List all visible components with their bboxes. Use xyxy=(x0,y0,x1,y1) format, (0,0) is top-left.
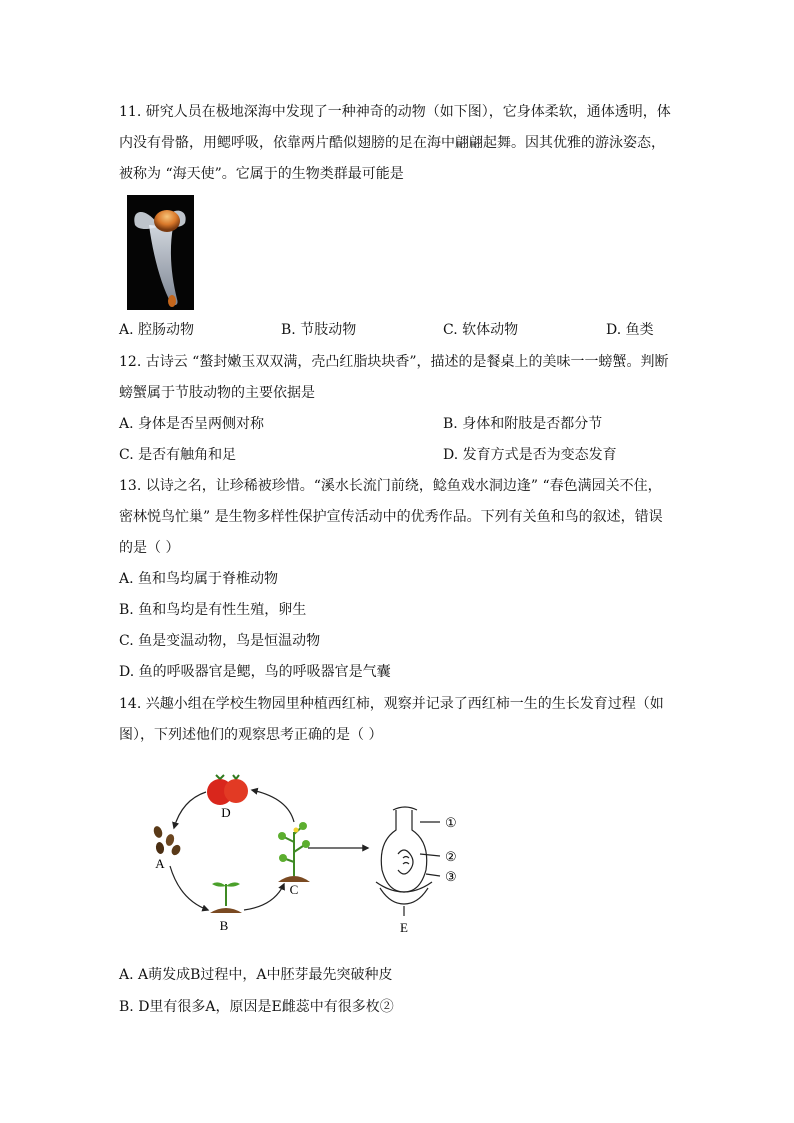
q12-option-c: C. 是否有触角和足 xyxy=(119,447,237,463)
label-e: E xyxy=(400,920,408,935)
label-a: A xyxy=(155,856,165,871)
tomato-plant-icon xyxy=(278,822,310,882)
q14-option-b: B. D里有很多A，原因是E雌蕊中有很多枚② xyxy=(119,999,394,1015)
q13-option-c: C. 鱼是变温动物，鸟是恒温动物 xyxy=(119,633,321,649)
q13-option-d: D. 鱼的呼吸器官是鳃，鸟的呼吸器官是气囊 xyxy=(119,664,391,680)
tomato-fruit-icon xyxy=(207,775,248,805)
q11-option-d: D. 鱼类 xyxy=(606,322,654,338)
label-num-2: ② xyxy=(445,849,457,864)
label-b: B xyxy=(219,918,229,933)
seedling-icon xyxy=(210,882,242,913)
pistil-diagram xyxy=(376,807,440,916)
q13-line-3: 的是（ ） xyxy=(119,540,180,556)
q12-option-b: B. 身体和附肢是否都分节 xyxy=(443,416,603,432)
q14-line-2: 图），下列述他们的观察思考正确的是（ ） xyxy=(119,727,383,743)
seeds-icon xyxy=(152,825,182,857)
q12-option-d: D. 发育方式是否为变态发育 xyxy=(443,447,617,463)
sea-angel-photo xyxy=(127,195,194,310)
label-num-1: ① xyxy=(445,815,457,830)
tomato-lifecycle-diagram xyxy=(140,770,480,940)
q14-line-1: 14. 兴趣小组在学校生物园里种植西红柿，观察并记录了西红柿一生的生长发育过程（如 xyxy=(119,696,664,712)
q11-line-1: 11. 研究人员在极地深海中发现了一种神奇的动物（如下图），它身体柔软，通体透明，体 xyxy=(119,104,671,120)
q13-option-b: B. 鱼和鸟均是有性生殖，卵生 xyxy=(119,602,307,618)
label-c: C xyxy=(289,882,299,897)
q14-option-a: A. A萌发成B过程中，A中胚芽最先突破种皮 xyxy=(119,967,393,983)
q13-option-a: A. 鱼和鸟均属于脊椎动物 xyxy=(119,571,279,587)
q11-option-a: A. 腔肠动物 xyxy=(119,322,195,338)
q11-line-2: 内没有骨骼，用鳃呼吸，依靠两片酷似翅膀的足在海中翩翩起舞。因其优雅的游泳姿态， xyxy=(119,135,665,151)
q11-option-c: C. 软体动物 xyxy=(443,322,519,338)
q11-line-3: 被称为 “海天使”。它属于的生物类群最可能是 xyxy=(119,166,404,182)
q12-line-1: 12. 古诗云 “螯封嫩玉双双满，壳凸红脂块块香”，描述的是餐桌上的美味一一螃蟹。判断 xyxy=(119,354,669,370)
q11-option-b: B. 节肢动物 xyxy=(281,322,357,338)
label-num-3: ③ xyxy=(445,869,457,884)
q12-option-a: A. 身体是否呈两侧对称 xyxy=(119,416,265,432)
q13-line-2: 密林悦鸟忙巢” 是生物多样性保护宣传活动中的优秀作品。下列有关鱼和鸟的叙述，错误 xyxy=(119,509,663,525)
q12-line-2: 螃蟹属于节肢动物的主要依据是 xyxy=(119,385,315,401)
label-d: D xyxy=(221,805,231,820)
q13-line-1: 13. 以诗之名，让珍稀被珍惜。“溪水长流门前绕，鲶鱼戏水洞边逢” “春色满园关不住， xyxy=(119,478,662,494)
